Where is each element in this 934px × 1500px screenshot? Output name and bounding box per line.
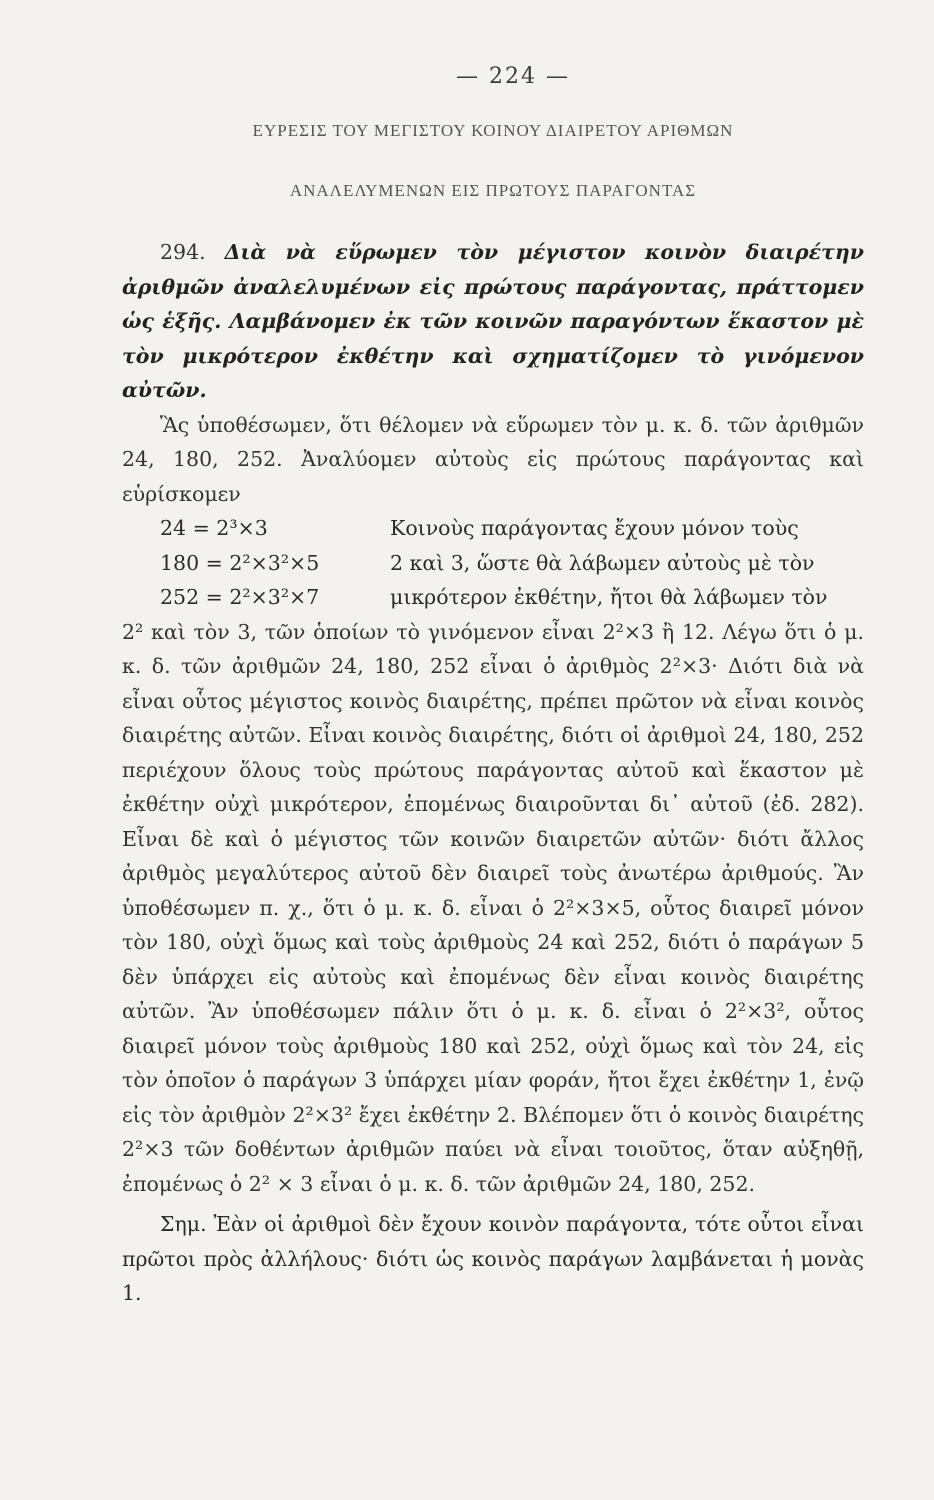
side-text-line-2: 2 καὶ 3, ὥστε θὰ λάβωμεν αὐτοὺς μὲ τὸν [390, 550, 815, 575]
explanation-paragraph: 2² καὶ τὸν 3, τῶν ὁποίων τὸ γινόμενον εἶναι 2²×3 ἢ 12. Λέγω ὅτι ὁ μ. κ. δ. τῶν ἀριθμῶν 24, 180, 252 εἶναι ὁ ἀριθμὸς 2²×3· Διότι διὰ νὰ εἶναι οὗτος μέγιστος κοινὸς διαιρέτης, πρέπει πρῶτον νὰ εἶναι κοινὸς διαιρέτης αὐτῶν. Εἶναι κοινὸς διαιρέτης, διότι οἱ ἀριθμοὶ 24, 180, 252 περιέχουν ὅλους τοὺς πρώτους παράγοντας αὐτοῦ καὶ ἕκαστον μὲ ἐκθέτην οὐχὶ μικρότερον, ἐπομένως διαιροῦνται δι᾽ αὐτοῦ (ἐδ. 282). Εἶναι δὲ καὶ ὁ μέγιστος τῶν κοινῶν διαιρετῶν αὐτῶν· διότι ἄλλος ἀριθμὸς μεγαλύτερος αὐτοῦ δὲν διαιρεῖ τοὺς ἀνωτέρω ἀριθμούς. Ἂν ὑποθέσωμεν π. χ., ὅτι ὁ μ. κ. δ. εἶναι ὁ 2²×3×5, οὗτος διαιρεῖ μόνον τὸν 180, οὐχὶ ὅμως καὶ τοὺς ἀριθμοὺς 24 καὶ 252, διότι ὁ παράγων 5 δὲν ὑπάρχει εἰς αὐτοὺς καὶ ἐπομένως δὲν εἶναι κοινὸς διαιρέτης αὐτῶν. Ἂν ὑποθέσωμεν πάλιν ὅτι ὁ μ. κ. δ. εἶναι ὁ 2²×3², οὗτος διαιρεῖ μόνον τοὺς ἀριθμοὺς 180 καὶ 252, οὐχὶ ὅμως καὶ τὸν 24, εἰς τὸν ὁποῖον ὁ παράγων 3 ὑπάρχει μίαν φοράν, ἤτοι ἔχει ἐκθέτην 1, ἐνῷ εἰς τὸν ἀριθμὸν 2²×3² ἔχει ἐκθέτην 2. Βλέπομεν ὅτι ὁ κοινὸς διαιρέτης 2²×3 τῶν δοθέντων ἀριθμῶν παύει νὰ εἶναι τοιοῦτος, ὅταν αὐξηθῇ, ἐπομένως ὁ 2² × 3 εἶναι ὁ μ. κ. δ. τῶν ἀριθμῶν 24, 180, 252. [122, 619, 864, 1196]
page-number: — 224 — [456, 64, 570, 89]
rule-paragraph [122, 235, 864, 408]
equations-side-text [390, 511, 864, 615]
section-heading-line-2: ΑΝΑΛΕΛΥΜΕΝΩΝ ΕΙΣ ΠΡΩΤΟΥΣ ΠΑΡΑΓΟΝΤΑΣ [289, 181, 697, 200]
equations-column [122, 511, 380, 615]
equation-24: 24 = 2³×3 [160, 516, 268, 540]
side-text-line-1: Κοινοὺς παράγοντας ἔχουν μόνον τοὺς [390, 516, 799, 540]
rule-text: Διὰ νὰ εὕρωμεν τὸν μέγιστον κοινὸν διαιρέτην ἀριθμῶν ἀναλελυμένων εἰς πρώτους παράγοντας, πράττομεν ὡς ἑξῆς. Λαμβάνομεν ἐκ τῶν κοινῶν παραγόντων ἕκαστον μὲ τὸν μικρότερον ἐκθέτην καὶ σχηματίζομεν τὸ γινόμενον αὐτῶν. [122, 240, 864, 402]
note-paragraph: Σημ. Ἐὰν οἱ ἀριθμοὶ δὲν ἔχουν κοινὸν παράγοντα, τότε οὗτοι εἶναι πρῶτοι πρὸς ἀλλήλους· διότι ὡς κοινὸς παράγων λαμβάνεται ἡ μονὰς 1. [122, 1212, 864, 1305]
equation-180: 180 = 2²×3²×5 [160, 550, 320, 575]
section-number: 294. [160, 240, 206, 264]
example-intro: Ἃς ὑποθέσωμεν, ὅτι θέλομεν νὰ εὕρωμεν τὸν μ. κ. δ. τῶν ἀριθμῶν 24, 180, 252. Ἀναλύομεν αὐτοὺς εἰς πρώτους παράγοντας καὶ εὑρίσκομεν [122, 412, 864, 506]
equation-252: 252 = 2²×3²×7 [160, 585, 320, 609]
section-heading-line-1: ΕΥΡΕΣΙΣ ΤΟΥ ΜΕΓΙΣΤΟΥ ΚΟΙΝΟΥ ΔΙΑΙΡΕΤΟΥ ΑΡΙΘΜΩΝ [252, 121, 734, 140]
side-text-line-3: μικρότερον ἐκθέτην, ἤτοι θὰ λάβωμεν τὸν [390, 585, 828, 609]
factorization-block [122, 511, 864, 615]
